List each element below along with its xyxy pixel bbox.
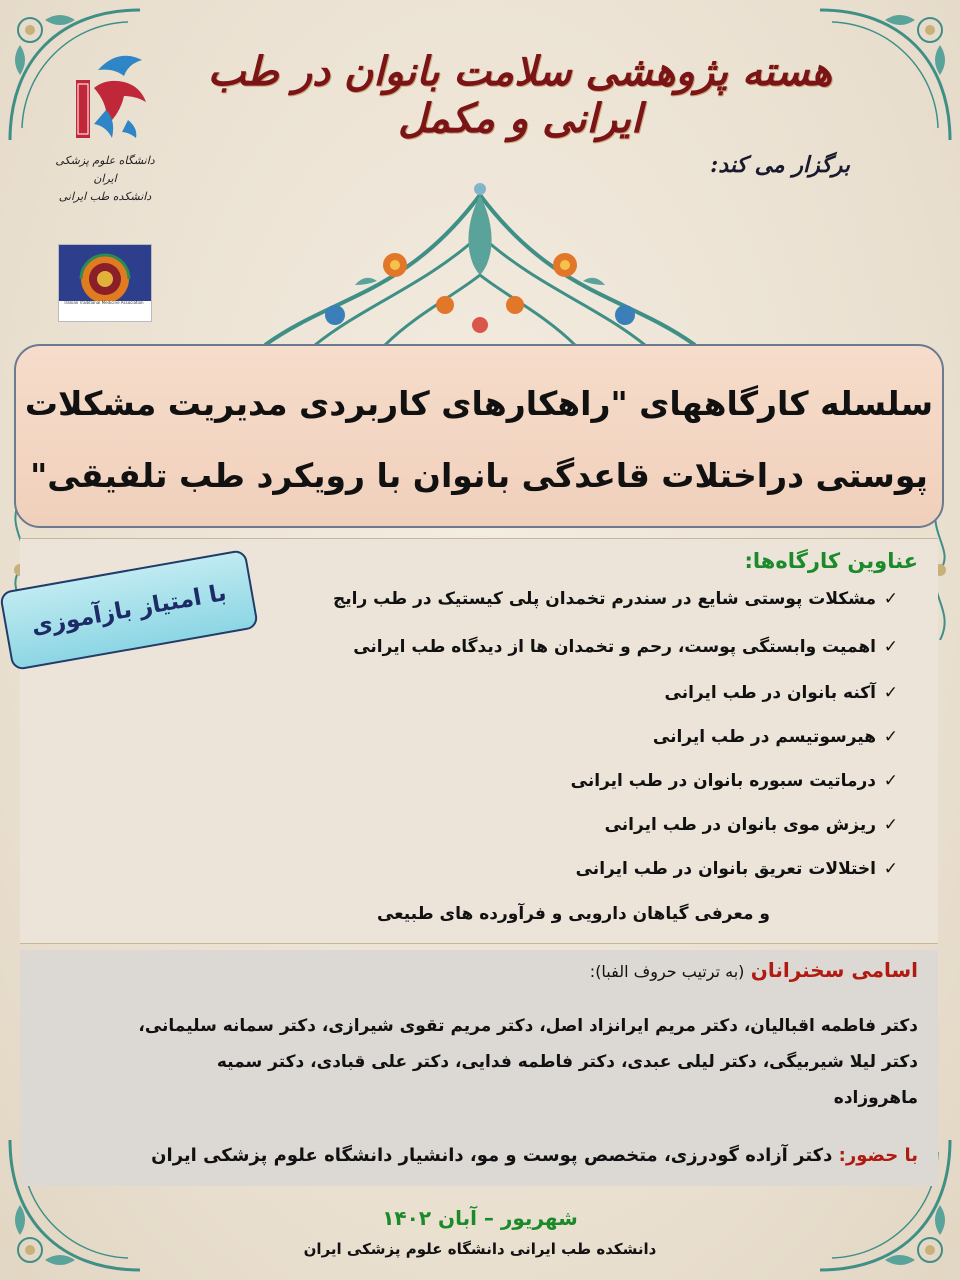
workshops-heading: عناوین کارگاه‌ها: (744, 549, 918, 573)
university-caption-line1: دانشگاه علوم پزشکی ایران (55, 154, 155, 185)
workshop-topic (653, 727, 898, 747)
event-dates: شهریور – آبان ۱۴۰۲ (382, 1206, 578, 1230)
series-title-line2: پوستی دراختلات قاعدگی بانوان با رویکرد طب تلفیقی" (30, 456, 928, 495)
check-icon: ✓ (883, 815, 898, 835)
check-icon: ✓ (883, 589, 898, 609)
host-institution: دانشکده طب ایرانی دانشگاه علوم پزشکی ایران (303, 1240, 657, 1258)
check-icon: ✓ (883, 727, 898, 747)
workshop-topic (605, 815, 898, 835)
association-logo (58, 244, 152, 322)
speakers-section (20, 950, 938, 1186)
speakers-label: اسامی سخنرانان (750, 958, 918, 982)
workshop-extra-note: و معرفی گیاهان دارویی و فرآورده های طبیعی (376, 904, 770, 924)
speakers-order-note: (به ترتیب حروف الفبا): (589, 962, 745, 981)
organizer-label: برگزار می کند: (710, 152, 850, 178)
speakers-line: دکتر فاطمه اقبالیان، دکتر مریم ایرانزاد اصل، دکتر مریم تقوی شیرازی، دکتر سمانه سلیمانی، (138, 1016, 918, 1036)
workshop-topic-text: ریزش موی بانوان در طب ایرانی (604, 815, 876, 835)
speakers-heading (590, 958, 918, 982)
arabesque-ornament-icon (255, 175, 705, 355)
speakers-line: دکتر لیلا شیربیگی، دکتر لیلی عبدی، دکتر فاطمه فدایی، دکتر علی قبادی، دکتر سمیه (216, 1052, 918, 1072)
check-icon: ✓ (883, 637, 898, 657)
workshop-topic (665, 683, 899, 703)
workshop-topic (576, 859, 898, 879)
workshop-topic-text: درماتیت سبوره بانوان در طب ایرانی (570, 771, 876, 791)
workshop-series-title-box (14, 344, 944, 528)
workshop-topic-text: مشکلات پوستی شایع در سندرم تخمدان پلی کیستیک در طب رایج (332, 589, 876, 609)
check-icon: ✓ (883, 859, 898, 879)
association-caption: Iranian Traditional Medicine Association (64, 300, 144, 305)
university-caption (50, 152, 160, 206)
workshop-topic (333, 589, 898, 609)
association-emblem-icon (59, 245, 151, 301)
presence-label: با حضور: (838, 1145, 918, 1166)
presence-value: دکتر آزاده گودرزی، متخصص پوست و مو، دانشیار دانشگاه علوم پزشکی ایران (151, 1145, 833, 1166)
workshop-topic-text: اختلالات تعریق بانوان در طب ایرانی (575, 859, 876, 879)
workshop-topic-text: اهمیت وابستگی پوست، رحم و تخمدان ها از دیدگاه طب ایرانی (353, 637, 876, 657)
special-guest (151, 1145, 918, 1166)
workshop-topic-text: هیرسوتیسم در طب ایرانی (652, 727, 876, 747)
check-icon: ✓ (883, 683, 898, 703)
page-title: هسته پژوهشی سلامت بانوان در طب ایرانی و مکمل (207, 48, 833, 142)
speakers-line: ماهروزاده (833, 1088, 918, 1108)
university-caption-line2: دانشکده طب ایرانی (58, 190, 152, 203)
cme-points-badge: با امتیاز بازآموزی (0, 549, 259, 671)
workshop-topic (571, 771, 898, 791)
workshop-topic (353, 637, 898, 657)
series-title-line1: سلسله کارگاههای "راهکارهای کاربردی مدیریت مشکلات (24, 384, 934, 423)
check-icon: ✓ (883, 771, 898, 791)
workshop-topic-text: آکنه بانوان در طب ایرانی (664, 683, 876, 703)
